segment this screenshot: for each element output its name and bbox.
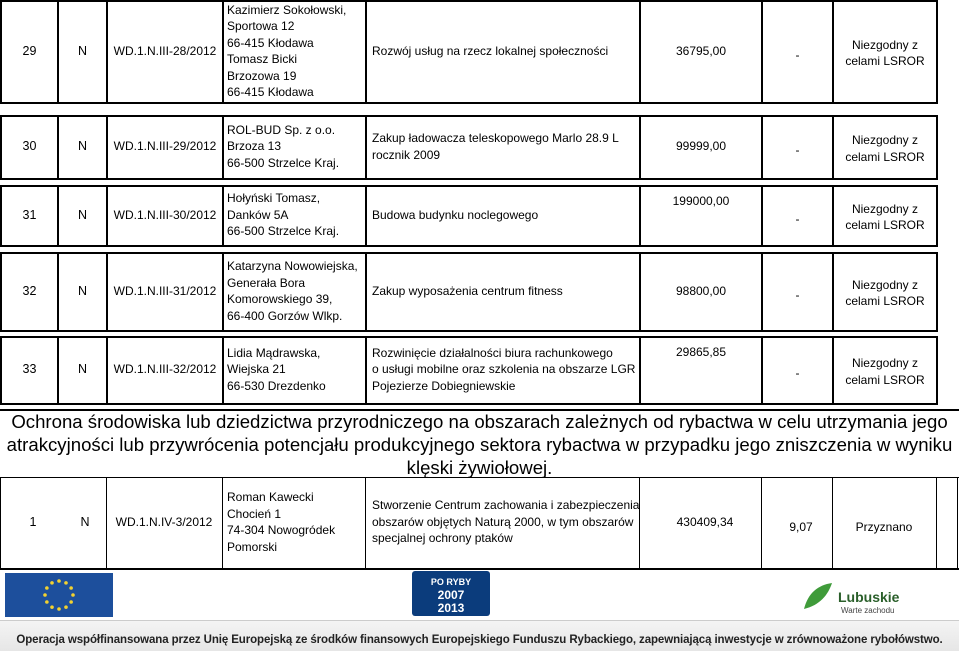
row-amount: 199000,00 xyxy=(672,193,730,208)
eu-star-icon xyxy=(57,607,61,611)
eu-star-icon xyxy=(69,586,73,590)
status-line: Niezgodny z xyxy=(851,133,919,147)
applicant-line: 66-415 Kłodawa xyxy=(227,35,314,50)
row-code: WD.1.N.III-32/2012 xyxy=(113,362,217,377)
row-dash: - xyxy=(795,143,800,158)
row-type: N xyxy=(77,43,88,58)
applicant-line: Roman Kawecki xyxy=(227,490,314,504)
eu-star-icon xyxy=(57,579,61,583)
table-rule xyxy=(222,477,223,569)
row-code: WD.1.N.III-31/2012 xyxy=(113,283,217,298)
row-lp: 29 xyxy=(22,43,37,58)
applicant-line: 66-500 Strzelce Kraj. xyxy=(227,155,340,170)
eu-flag-icon xyxy=(5,573,113,617)
row-applicant xyxy=(227,336,363,403)
row-amount: 29865,85 xyxy=(675,344,727,359)
eu-star-icon xyxy=(50,605,54,609)
eu-star-icon xyxy=(45,586,49,590)
table-rule xyxy=(222,252,224,332)
table-rule xyxy=(365,252,367,332)
row-status xyxy=(834,2,936,104)
row-status xyxy=(834,117,936,180)
row-title xyxy=(372,252,638,330)
eu-star-icon xyxy=(50,581,54,585)
row-title xyxy=(372,185,638,245)
table-rule xyxy=(222,0,224,104)
table-rule xyxy=(761,477,762,569)
applicant-line: 66-415 Kłodawa xyxy=(227,85,314,99)
table-rule xyxy=(365,477,366,569)
row-status xyxy=(834,187,936,247)
section-row-lp: 1 xyxy=(29,514,37,529)
row-applicant xyxy=(227,185,363,245)
row-title xyxy=(372,336,638,403)
lubuskie-logo xyxy=(804,583,900,615)
eu-star-icon xyxy=(64,581,68,585)
section-heading: Ochrona środowiska lub dziedzictwa przyrodniczego na obszarach zależnych od rybactwa w celu utrzymania jego atrakcyjności lub przywrócenia potencjału produkcyjnego sektora rybactwa w przypadku jego zniszczenia w wyniku klęski żywiołowej. xyxy=(6,411,953,478)
status-line: Niezgodny z xyxy=(851,201,919,216)
applicant-line: Wiejska 21 xyxy=(227,362,286,377)
svg-text:PO RYBY: PO RYBY xyxy=(430,577,472,587)
title-line: o usługi mobilne oraz szkolenia na obszarze LGR xyxy=(372,362,636,377)
table-rule xyxy=(365,185,367,247)
row-dash: - xyxy=(795,366,800,381)
applicant-line: 74-304 Nowogródek xyxy=(227,523,336,537)
svg-text:2013: 2013 xyxy=(437,601,465,615)
row-applicant xyxy=(227,252,363,330)
row-type: N xyxy=(77,362,88,377)
table-rule xyxy=(222,115,224,180)
eu-star-icon xyxy=(64,605,68,609)
row-lp: 33 xyxy=(22,362,37,377)
table-rule xyxy=(832,477,833,569)
row-lp: 31 xyxy=(22,207,37,222)
applicant-line: Tomasz Bicki xyxy=(227,52,298,66)
section-row-amount: 430409,34 xyxy=(676,514,734,529)
title-line: Rozwój usług na rzecz lokalnej społeczności xyxy=(372,43,609,58)
applicant-line: 66-400 Gorzów Wlkp. xyxy=(227,308,343,323)
table-rule xyxy=(0,477,1,569)
row-code: WD.1.N.III-28/2012 xyxy=(113,43,217,58)
svg-text:Warte zachodu: Warte zachodu xyxy=(841,606,895,615)
row-amount: 98800,00 xyxy=(675,283,727,298)
row-title xyxy=(372,115,638,178)
table-rule xyxy=(936,477,937,569)
applicant-line: Danków 5A xyxy=(227,207,289,222)
status-line: Niezgodny z xyxy=(851,37,919,52)
applicant-line: Chocień 1 xyxy=(227,506,282,521)
section-row-code: WD.1.N.IV-3/2012 xyxy=(115,514,213,529)
table-rule xyxy=(365,336,367,405)
row-applicant xyxy=(227,115,363,178)
row-code: WD.1.N.III-30/2012 xyxy=(113,207,217,222)
eu-star-icon xyxy=(71,593,75,597)
section-row-score: 9,07 xyxy=(789,519,813,534)
status-line: celami LSROR xyxy=(845,294,925,308)
applicant-line: 66-500 Strzelce Kraj. xyxy=(227,224,340,239)
row-status xyxy=(834,338,936,405)
row-lp: 30 xyxy=(22,139,37,154)
status-line: celami LSROR xyxy=(845,54,925,68)
eu-star-icon xyxy=(69,600,73,604)
applicant-line: ROL-BUD Sp. z o.o. xyxy=(227,122,336,137)
status-line: celami LSROR xyxy=(845,149,925,164)
table-rule xyxy=(222,185,224,247)
applicant-line: Komorowskiego 39, xyxy=(227,292,333,306)
status-line: celami LSROR xyxy=(845,218,925,232)
row-code: WD.1.N.III-29/2012 xyxy=(113,139,217,154)
table-rule xyxy=(957,477,958,569)
table-rule xyxy=(936,336,938,405)
row-type: N xyxy=(77,207,88,222)
title-line: Budowa budynku noclegowego xyxy=(372,207,539,222)
table-rule xyxy=(365,115,367,180)
applicant-line: 66-530 Drezdenko xyxy=(227,378,326,393)
applicant-line: Sportowa 12 xyxy=(227,19,295,33)
status-line: Niezgodny z xyxy=(851,277,919,292)
row-applicant xyxy=(227,0,363,102)
table-rule xyxy=(106,477,107,569)
row-amount: 36795,00 xyxy=(675,43,727,58)
table-rule xyxy=(936,185,938,247)
status-line: Niezgodny z xyxy=(851,356,919,370)
title-line: Pojezierze Dobiegniewskie xyxy=(372,378,516,393)
row-type: N xyxy=(77,139,88,154)
table-rule xyxy=(365,0,367,104)
title-line: specjalnej ochrony ptaków xyxy=(372,531,513,546)
eu-star-icon xyxy=(43,593,47,597)
title-line: Zakup wyposażenia centrum fitness xyxy=(372,283,563,298)
eu-star-icon xyxy=(45,600,49,604)
table-rule xyxy=(222,336,224,405)
applicant-line: Kazimierz Sokołowski, xyxy=(227,2,347,17)
applicant-line: Lidia Mądrawska, xyxy=(227,345,321,360)
footer-text: Operacja współfinansowana przez Unię Europejską ze środków finansowych Europejskiego Funduszu Rybackiego, zapewniającą inwestycje w zrównoważone rybołówstwo. xyxy=(16,634,943,646)
applicant-line: Brzozowa 19 xyxy=(227,68,297,83)
title-line: Rozwinięcie działalności biura rachunkowego xyxy=(372,345,613,360)
applicant-line: Generała Bora xyxy=(227,275,306,290)
row-lp: 32 xyxy=(22,283,37,298)
applicant-line: Katarzyna Nowowiejska, xyxy=(227,259,358,273)
row-dash: - xyxy=(795,47,800,62)
section-row-type: N xyxy=(80,514,90,529)
applicant-line: Hołyński Tomasz, xyxy=(227,191,321,206)
applicant-line: Pomorski xyxy=(227,539,278,554)
title-line: obszarów objętych Naturą 2000, w tym obszarów xyxy=(372,514,634,529)
table-rule xyxy=(936,0,938,104)
section-row-title xyxy=(372,477,642,567)
svg-text:2007: 2007 xyxy=(437,588,465,602)
svg-text:Lubuskie: Lubuskie xyxy=(838,589,900,605)
title-line: Zakup ładowacza teleskopowego Marlo 28.9 L xyxy=(372,131,619,145)
status-line: celami LSROR xyxy=(845,372,925,387)
applicant-line: Brzoza 13 xyxy=(227,139,282,154)
row-status xyxy=(834,254,936,332)
row-amount: 99999,00 xyxy=(675,139,727,154)
row-dash: - xyxy=(795,287,800,302)
row-title xyxy=(372,0,638,102)
section-row-applicant xyxy=(227,477,363,567)
table-rule xyxy=(936,252,938,332)
row-dash: - xyxy=(795,211,800,226)
section-row-status: Przyznano xyxy=(855,519,913,534)
title-line: rocznik 2009 xyxy=(372,147,441,162)
title-line: Stworzenie Centrum zachowania i zabezpieczenia xyxy=(372,498,640,513)
row-type: N xyxy=(77,283,88,298)
footer xyxy=(0,571,959,650)
table-rule xyxy=(936,115,938,180)
po-ryby-logo xyxy=(412,571,490,616)
